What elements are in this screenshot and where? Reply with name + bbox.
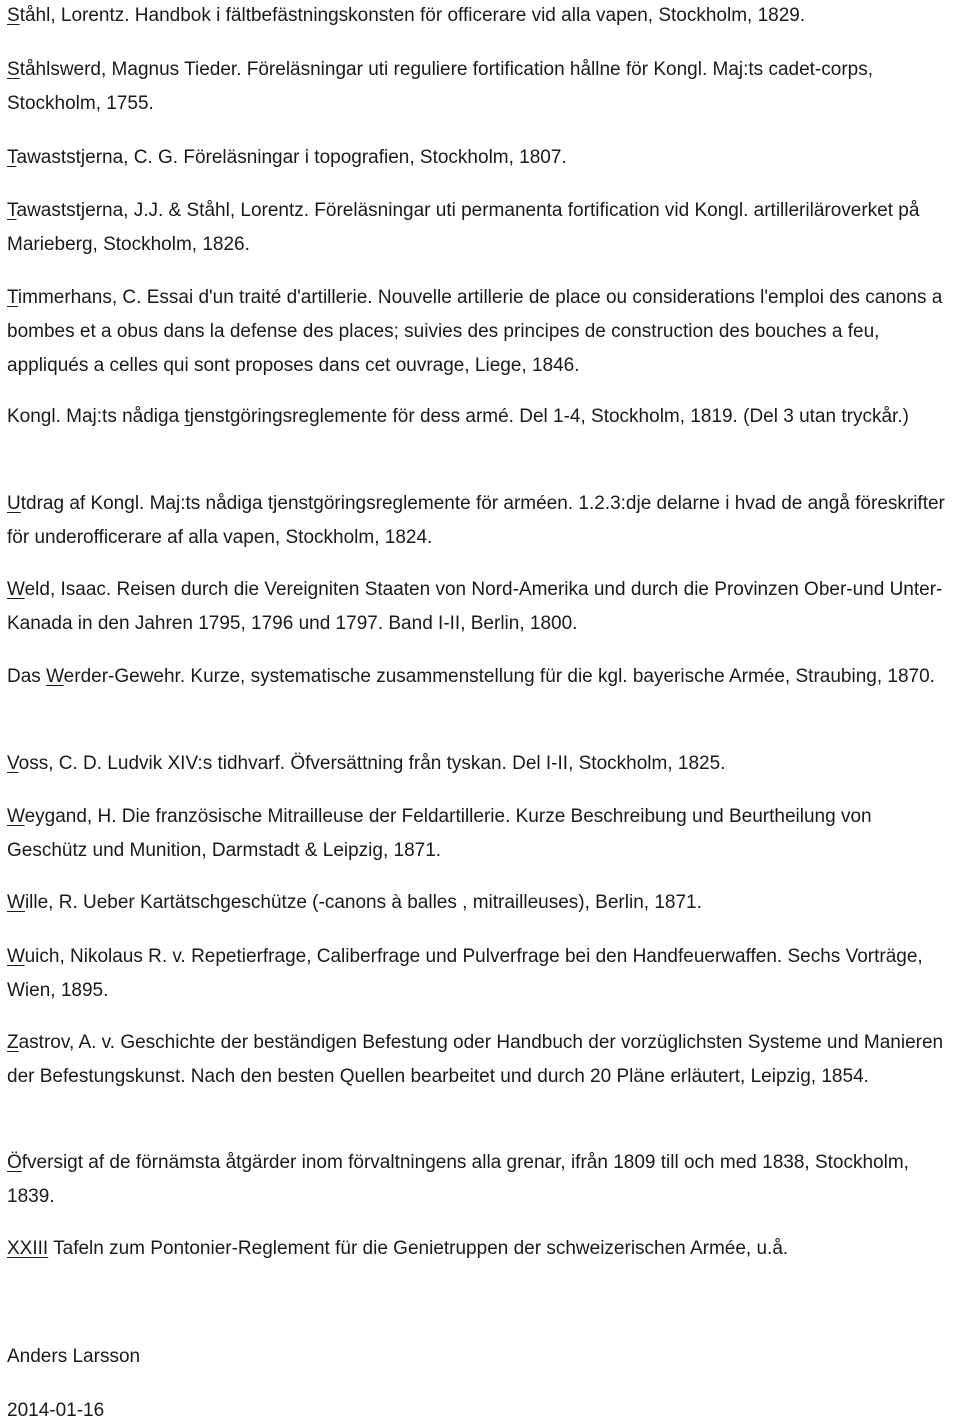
bibliography-entry — [7, 660, 957, 694]
entry-text: tdrag af Kongl. Maj:ts nådiga tjenstgöringsreglemente för arméen. 1.2.3:dje delarne i hvad de angå föreskrifter för underofficerare af alla vapen, Stockholm, 1824. — [7, 493, 945, 548]
entry-text: tåhlswerd, Magnus Tieder. Föreläsningar uti reguliere fortification hållne för Kongl. Maj:ts cadet-corps, Stockholm, 1755. — [7, 59, 873, 114]
bibliography-entry — [7, 747, 957, 781]
entry-initial: Z — [7, 1032, 19, 1053]
entry-text: jenstgöringsreglemente för dess armé. Del 1-4, Stockholm, 1819. (Del 3 utan tryckår.) — [189, 406, 909, 427]
entry-initial: S — [7, 5, 20, 26]
bibliography-entry — [7, 800, 957, 868]
bibliography-entry — [7, 1146, 957, 1214]
entry-initial: t — [184, 406, 190, 427]
entry-prefix: Kongl. Maj:ts nådiga — [7, 406, 185, 427]
entry-initial: S — [7, 59, 20, 80]
entry-text: erder-Gewehr. Kurze, systematische zusammenstellung für die kgl. bayerische Armée, Straubing, 1870. — [63, 666, 935, 687]
entry-initial: W — [7, 946, 25, 967]
author-name: Anders Larsson — [7, 1346, 141, 1367]
entry-initial: T — [7, 200, 17, 221]
entry-text: astrov, A. v. Geschichte der beständigen Befestung oder Handbuch der vorzüglichsten Systeme und Manieren der Befestungskunst. Nach den besten Quellen bearbeitet und durch 20 Pläne erläutert, Leipzig, 1854. — [7, 1032, 944, 1087]
bibliography-entry — [7, 1232, 957, 1266]
entry-text: ille, R. Ueber Kartätschgeschütze (-canons à balles , mitrailleuses), Berlin, 1871. — [24, 892, 702, 913]
entry-text: fversigt af de förnämsta åtgärder inom förvaltningens alla grenar, ifrån 1809 till och med 1838, Stockholm, 1839. — [7, 1152, 909, 1207]
bibliography-entry — [7, 886, 957, 920]
entry-text: Tafeln zum Pontonier-Reglement für die Genietruppen der schweizerischen Armée, u.å. — [48, 1238, 789, 1259]
entry-text: immerhans, C. Essai d'un traité d'artillerie. Nouvelle artillerie de place ou considerations l'emploi des canons a bombes et a obus dans la defense des places; suivies des principes de construction des bouches a feu, appliqués a celles qui sont proposes dans cet ouvrage, Liege, 1846. — [7, 287, 943, 376]
entry-initial: W — [7, 892, 25, 913]
entry-text: oss, C. D. Ludvik XIV:s tidhvarf. Öfversättning från tyskan. Del I-II, Stockholm, 1825. — [18, 753, 726, 774]
entry-text: uich, Nikolaus R. v. Repetierfrage, Caliberfrage und Pulverfrage bei den Handfeuerwaffen. Sechs Vorträge, Wien, 1895. — [7, 946, 923, 1001]
bibliography-entry — [7, 1026, 957, 1094]
bibliography-entry — [7, 281, 957, 383]
entry-initial: W — [46, 666, 64, 687]
entry-initial: U — [7, 493, 21, 514]
bibliography-entry — [7, 141, 957, 175]
entry-initial: XXIII — [7, 1238, 49, 1259]
bibliography-entry — [7, 573, 957, 641]
bibliography-entry — [7, 940, 957, 1008]
bibliography-entry — [7, 487, 957, 555]
bibliography-entry — [7, 0, 957, 33]
entry-text: awaststjerna, C. G. Föreläsningar i topografien, Stockholm, 1807. — [16, 147, 567, 168]
entry-initial: Ö — [7, 1152, 22, 1173]
entry-initial: W — [7, 579, 25, 600]
entry-initial: V — [7, 753, 19, 774]
document-date: 2014-01-16 — [7, 1400, 105, 1421]
bibliography-entry — [7, 194, 957, 262]
entry-prefix: Das — [7, 666, 47, 687]
entry-text: tåhl, Lorentz. Handbok i fältbefästningskonsten för officerare vid alla vapen, Stockholm, 1829. — [19, 5, 806, 26]
entry-text: eygand, H. Die französische Mitrailleuse der Feldartillerie. Kurze Beschreibung und Beurtheilung von Geschütz und Munition, Darmstadt & Leipzig, 1871. — [7, 806, 872, 861]
entry-initial: T — [7, 287, 18, 308]
entry-text: eld, Isaac. Reisen durch die Vereigniten Staaten von Nord-Amerika und durch die Provinzen Ober-und Unter-Kanada in den Jahren 1795, 1796 und 1797. Band I-II, Berlin, 1800. — [7, 579, 943, 634]
entry-text: awaststjerna, J.J. & Ståhl, Lorentz. Föreläsningar uti permanenta fortification vid Kongl. artilleriläroverket på Marieberg, Stockholm, 1826. — [7, 200, 920, 255]
entry-initial: T — [7, 147, 17, 168]
bibliography-entry — [7, 53, 957, 121]
bibliography-entry — [7, 400, 957, 434]
entry-initial: W — [7, 806, 25, 827]
